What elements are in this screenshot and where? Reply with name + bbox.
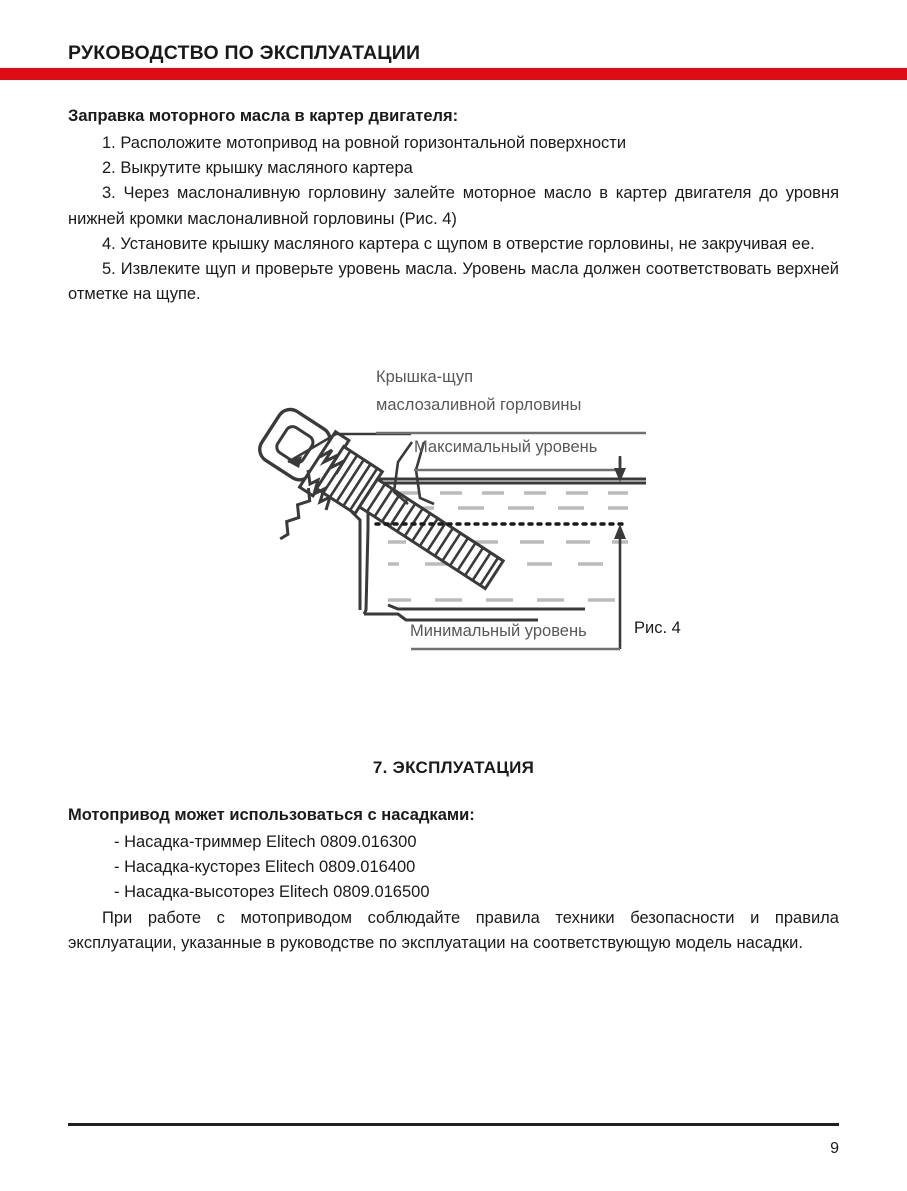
- attachments-section-title: Мотопривод может использоваться с насадками:: [68, 806, 475, 824]
- attachment-item-hedge-trimmer: - Насадка-кусторез Elitech 0809.016400: [114, 858, 416, 877]
- attachments-section: [68, 803, 839, 956]
- page-number: 9: [830, 1140, 839, 1157]
- attachment-item-trimmer: - Насадка-триммер Elitech 0809.016300: [114, 833, 417, 852]
- oil-filling-section: [68, 104, 839, 307]
- oil-step-2: 2. Выкрутите крышку масляного картера: [102, 159, 413, 178]
- label-cap-line2: маслозаливной горловины: [376, 396, 582, 414]
- attachment-item-pole-pruner: - Насадка-высоторез Elitech 0809.016500: [114, 883, 430, 902]
- label-max-level: Максимальный уровень: [414, 438, 598, 456]
- label-min-level: Минимальный уровень: [410, 622, 587, 640]
- figure-caption: Рис. 4: [634, 619, 681, 637]
- page-title: РУКОВОДСТВО ПО ЭКСПЛУАТАЦИИ: [68, 42, 421, 64]
- oil-step-5: 5. Извлеките щуп и проверьте уровень масла. Уровень масла должен соответствовать верхней отметке на щупе.: [68, 259, 839, 304]
- header-red-rule: [0, 68, 907, 80]
- chapter-heading-operation: 7. ЭКСПЛУАТАЦИЯ: [372, 758, 535, 777]
- attachments-closing-paragraph: При работе с мотоприводом соблюдайте правила техники безопасности и правила эксплуатации, указанные в руководстве по эксплуатации на соответствующую модель насадки.: [68, 908, 839, 952]
- oil-step-1: 1. Расположите мотопривод на ровной горизонтальной поверхности: [102, 134, 627, 153]
- oil-section-title: Заправка моторного масла в картер двигателя:: [68, 107, 459, 125]
- oil-step-4: 4. Установите крышку масляного картера с щупом в отверстие горловины, не закручивая ее.: [102, 234, 815, 253]
- label-cap-line1: Крышка-щуп: [376, 368, 474, 386]
- figure-oil-level-diagram: [0, 352, 907, 682]
- oil-step-3: 3. Через маслоналивную горловину залейте моторное масло в картер двигателя до уровня нижней кромки маслоналивной горловины (Рис. 4): [68, 184, 839, 228]
- footer-rule: [68, 1123, 839, 1126]
